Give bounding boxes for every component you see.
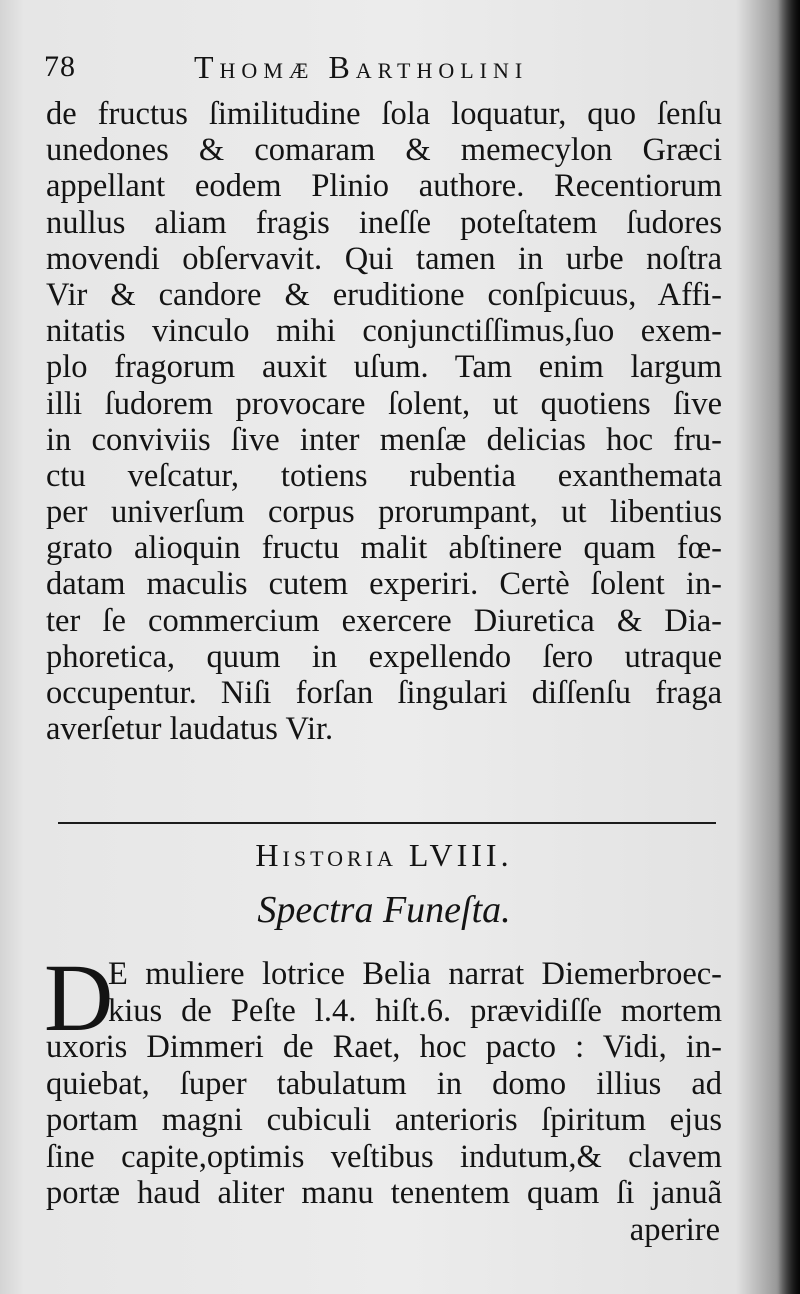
text-line: de fructus ſimilitudine ſola loquatur, quo ſenſu bbox=[46, 96, 722, 132]
text-line: illi ſudorem provocare ſolent, ut quotiens ſive bbox=[46, 385, 722, 422]
text-line: datam maculis cutem experiri. Certè ſolent in- bbox=[46, 566, 722, 603]
section-heading: Historia LVIII. bbox=[255, 837, 513, 873]
page-number: 78 bbox=[44, 50, 76, 83]
text-line: grato alioquin fructu malit abſtinere quam fœ- bbox=[46, 530, 722, 567]
running-head bbox=[44, 42, 724, 92]
text-line: movendi obſervavit. Qui tamen in urbe noſtra bbox=[46, 240, 722, 277]
paragraph-continued bbox=[46, 96, 722, 747]
text-line: occupentur. Niſi forſan ſingulari diſſenſu fraga bbox=[46, 675, 722, 711]
paragraph-history bbox=[44, 944, 722, 1248]
text-line: ter ſe commercium exercere Diuretica & Dia- bbox=[46, 602, 722, 639]
text-line: portam magni cubiculi anterioris ſpiritum ejus bbox=[46, 1102, 722, 1138]
text-line: ſine capite,optimis veſtibus indutum,& clavem bbox=[46, 1138, 722, 1175]
section-rule bbox=[58, 822, 716, 824]
running-head-title: Thomæ Bartholini bbox=[194, 49, 529, 85]
text-line: phoretica, quum in expellendo ſero utraque bbox=[46, 638, 722, 675]
section-subheading: Spectra Funeſta. bbox=[257, 889, 511, 931]
drop-capital: D bbox=[44, 944, 114, 1051]
text-line: kius de Peſte l.4. hiſt.6. prævidiſſe mortem bbox=[108, 992, 722, 1029]
text-line: E muliere lotrice Belia narrat Diemerbroec- bbox=[108, 956, 722, 992]
text-line: appellant eodem Plinio authore. Recentiorum bbox=[46, 168, 722, 205]
text-line: nullus aliam fragis ineſſe poteſtatem ſudores bbox=[46, 204, 722, 241]
text-line: plo fragorum auxit uſum. Tam enim largum bbox=[46, 349, 722, 386]
text-line: unedones & comaram & memecylon Græci bbox=[46, 132, 722, 169]
text-line: quiebat, ſuper tabulatum in domo illius ad bbox=[46, 1065, 722, 1102]
text-line: per univerſum corpus prorumpant, ut libentius bbox=[46, 494, 722, 531]
text-line: portæ haud aliter manu tenentem quam ſi januã bbox=[46, 1175, 722, 1211]
text-line: nitatis vinculo mihi conjunctiſſimus,ſuo exem- bbox=[46, 313, 722, 350]
text-line: in conviviis ſive inter menſæ delicias hoc fru- bbox=[46, 421, 722, 458]
page-edge-shadow bbox=[778, 0, 800, 1294]
text-line: ctu veſcatur, totiens rubentia exanthemata bbox=[46, 457, 722, 494]
text-line: Vir & candore & eruditione conſpicuus, Affi- bbox=[46, 276, 722, 313]
text-line: averſetur laudatus Vir. bbox=[46, 711, 334, 748]
text-line: uxoris Dimmeri de Raet, hoc pacto : Vidi, in- bbox=[46, 1029, 722, 1065]
catchword: aperire bbox=[629, 1211, 720, 1248]
